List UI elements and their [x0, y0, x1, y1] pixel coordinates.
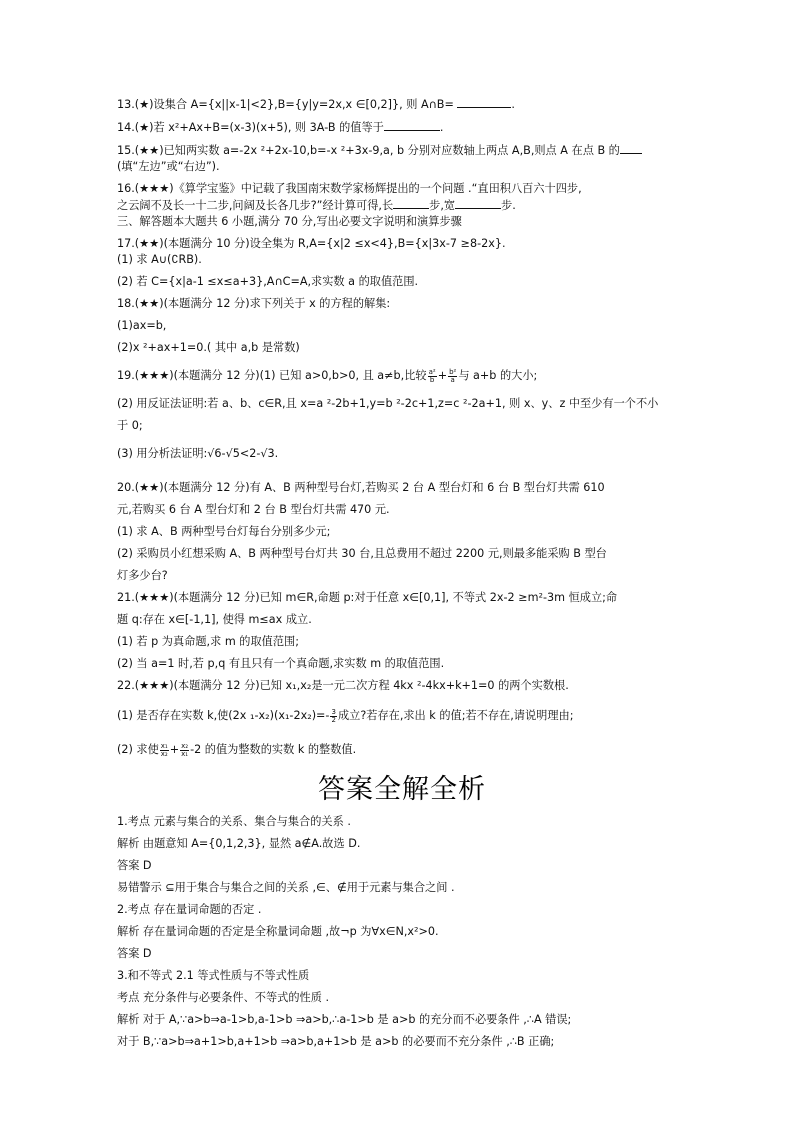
question-20-part-2-line-2: 灯多少台? [117, 569, 168, 582]
question-18-part-2: (2)x ²+ax+1=0.( 其中 a,b 是常数) [117, 341, 300, 354]
answer-blank-length[interactable] [393, 197, 429, 209]
answer-blank[interactable] [620, 142, 642, 154]
question-19-text-2: 与 a+b 的大小; [458, 369, 538, 382]
answer-blank[interactable] [384, 119, 440, 131]
question-20-line-2: 元,若购买 6 台 A 型台灯和 2 台 B 型台灯共需 470 元. [117, 503, 390, 516]
fraction-a2-over-b: $\frac{\text{a²}}{b}$ [428, 367, 436, 384]
document-page [117, 96, 687, 1050]
question-16-text: 之云阔不及长一十二步,问阔及长各几步?”经计算可得,长 [117, 199, 394, 212]
question-14-text: 14.(★)若 x²+Ax+B=(x-3)(x+5), 则 3A-B 的值等于 [117, 121, 384, 134]
question-21-part-1: (1) 若 p 为真命题,求 m 的取值范围; [117, 635, 300, 648]
question-20: 20.(★★)(本题满分 12 分)有 A、B 两种型号台灯,若购买 2 台 A 型台灯和 6 台 B 型台灯共需 610 [117, 481, 605, 494]
question-19 [117, 368, 687, 384]
plus-sign: + [169, 743, 180, 756]
answer-section-title: 答案全解全析 [318, 774, 486, 805]
question-22-part-2 [117, 742, 687, 758]
answer-blank[interactable] [457, 96, 511, 108]
question-19-part-2: (2) 用反证法证明:若 a、b、c∈R,且 x=a ²-2b+1,y=b ²-2c+1,z=c ²-2a+1, 则 x、y、z 中至少有一个不小 [117, 397, 659, 410]
question-13 [117, 96, 687, 113]
fraction-x1-over-x2: $\frac{\text{x₁}}{\text{x₂}}$ [160, 741, 168, 758]
question-16: 16.(★★★)《算学宝鉴》中记载了我国南宋数学家杨辉提出的一个问题 .“直田积八百六十四步, [117, 182, 582, 195]
question-22: 22.(★★★)(本题满分 12 分)已知 x₁,x₂是一元二次方程 4kx ²-4kx+k+1=0 的两个实数根. [117, 679, 569, 692]
answer-2-analysis: 解析 存在量词命题的否定是全称量词命题 ,故¬p 为∀x∈N,x²>0. [117, 925, 439, 938]
question-19-part-3: (3) 用分析法证明:√6-√5<2-√3. [117, 447, 279, 460]
plus-sign: + [437, 369, 448, 382]
period: . [511, 98, 515, 111]
answer-2-answer: 答案 D [117, 947, 152, 960]
question-21-part-2: (2) 当 a=1 时,若 p,q 有且只有一个真命题,求实数 m 的取值范围. [117, 657, 445, 670]
question-17: 17.(★★)(本题满分 10 分)设全集为 R,A={x|2 ≤x<4},B={x|3x-7 ≥8-2x}. [117, 237, 506, 250]
question-21: 21.(★★★)(本题满分 12 分)已知 m∈R,命题 p:对于任意 x∈[0,1], 不等式 2x-2 ≥m²-3m 恒成立;命 [117, 591, 618, 604]
answer-1-analysis: 解析 由题意知 A={0,1,2,3}, 显然 a∉A.故选 D. [117, 837, 361, 850]
question-18: 18.(★★)(本题满分 12 分)求下列关于 x 的方程的解集: [117, 297, 391, 310]
question-19-part-2-line-2: 于 0; [117, 419, 143, 432]
answer-blank-width[interactable] [455, 197, 501, 209]
fraction-3-over-2: $\frac{3}{2}$ [331, 707, 336, 724]
answer-1-warning: 易错警示 ⊆用于集合与集合之间的关系 ,∈、∉用于元素与集合之间 . [117, 881, 455, 894]
question-14 [117, 119, 687, 136]
question-16-text-3: 步. [501, 199, 516, 212]
fraction-x2-over-x1: $\frac{\text{x₂}}{\text{x₁}}$ [181, 741, 189, 758]
question-15-text: 15.(★★)已知两实数 a=-2x ²+2x-10,b=-x ²+3x-9,a, b 分别对应数轴上两点 A,B,则点 A 在点 B 的 [117, 144, 620, 157]
question-16-text-2: 步,宽 [429, 199, 456, 212]
answer-3-analysis: 解析 对于 A,∵a>b⇒a-1>b,a-1>b ⇒a>b,∴a-1>b 是 a>b 的充分而不必要条件 ,∴A 错误; [117, 1013, 572, 1026]
question-18-part-1: (1)ax=b, [117, 319, 167, 332]
fraction-b2-over-a: $\frac{\text{b²}}{a}$ [449, 367, 457, 384]
question-22-text: (1) 是否存在实数 k,使(2x ₁-x₂)(x₁-2x₂)=- [117, 709, 330, 722]
question-21-line-2: 题 q:存在 x∈[-1,1], 使得 m≤ax 成立. [117, 613, 312, 626]
question-19-text: 19.(★★★)(本题满分 12 分)(1) 已知 a>0,b>0, 且 a≠b,比较 [117, 369, 427, 382]
question-22-text-4: -2 的值为整数的实数 k 的整数值. [190, 743, 357, 756]
question-22-text-3: (2) 求使 [117, 743, 159, 756]
question-22-text-2: 成立?若存在,求出 k 的值;若不存在,请说明理由; [337, 709, 574, 722]
question-20-part-2: (2) 采购员小红想采购 A、B 两种型号台灯共 30 台,且总费用不超过 2200 元,则最多能采购 B 型台 [117, 547, 607, 560]
question-15 [117, 142, 687, 159]
question-20-part-1: (1) 求 A、B 两种型号台灯每台分别多少元; [117, 525, 331, 538]
question-13-text-2: ∈[0,2]}, 则 A∩B= [355, 98, 454, 111]
period: . [439, 121, 444, 134]
answer-1-answer: 答案 D [117, 859, 152, 872]
question-22-part-1 [117, 708, 687, 724]
question-17-part-1: (1) 求 A∪(∁RB). [117, 253, 202, 266]
question-16-line-2 [117, 197, 687, 214]
section-3-heading: 三、解答题本大题共 6 小题,满分 70 分,写出必要文字说明和演算步骤 [117, 215, 462, 228]
answer-3-analysis-line-2: 对于 B,∵a>b⇒a+1>b,a+1>b ⇒a>b,a+1>b 是 a>b 的必要而不充分条件 ,∴B 正确; [117, 1035, 555, 1048]
question-15-line-2: (填“左边”或“右边”). [117, 160, 220, 173]
answer-2-point: 2.考点 存在量词命题的否定 . [117, 903, 262, 916]
answer-3-heading: 3.和不等式 2.1 等式性质与不等式性质 [117, 969, 310, 982]
question-13-text: 13.(★)设集合 A={x||x-1|<2},B={y|y=2x,x [117, 98, 353, 111]
answer-3-point: 考点 充分条件与必要条件、不等式的性质 . [117, 991, 330, 1004]
question-17-part-2: (2) 若 C={x|a-1 ≤x≤a+3},A∩C=A,求实数 a 的取值范围. [117, 275, 419, 288]
answer-1-point: 1.考点 元素与集合的关系、集合与集合的关系 . [117, 815, 351, 828]
